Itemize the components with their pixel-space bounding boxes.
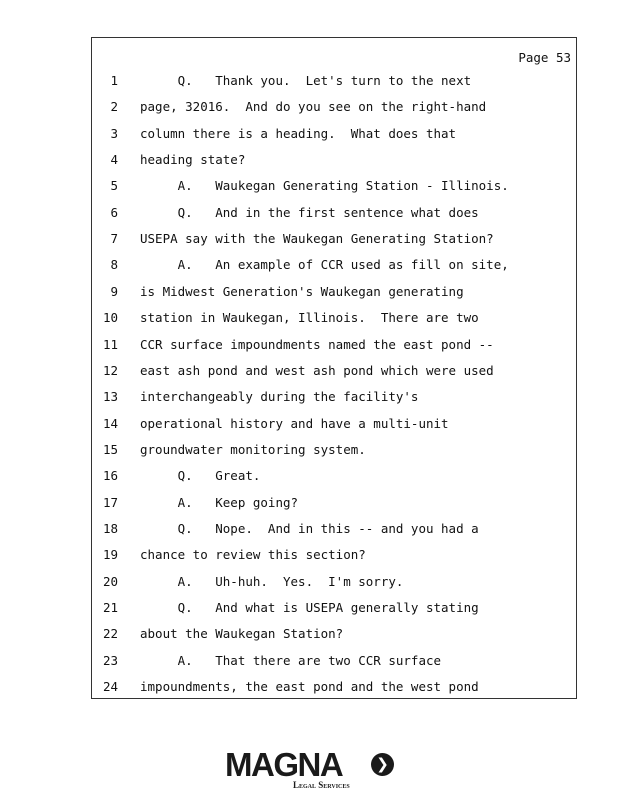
line-number: 1 (110, 73, 118, 88)
transcript-line (92, 97, 576, 117)
transcript-line (92, 598, 576, 618)
line-number: 8 (110, 257, 118, 273)
transcript-line (92, 440, 576, 460)
line-number: 19 (102, 547, 118, 563)
magna-logo (225, 747, 400, 793)
line-text: A. Uh-huh. Yes. I'm sorry. (140, 573, 404, 589)
line-text: station in Waukegan, Illinois. There are two (140, 310, 479, 326)
transcript-line (92, 229, 576, 249)
line-number: 6 (110, 204, 118, 220)
line-text: is Midwest Generation's Waukegan generating (140, 283, 464, 299)
line-number: 4 (110, 152, 118, 168)
transcript-page (91, 37, 577, 699)
line-number: 15 (102, 441, 118, 457)
line-text: impoundments, the east pond and the west pond (140, 679, 479, 695)
transcript-line (92, 176, 576, 196)
line-number: 3 (110, 125, 118, 141)
line-number: 23 (102, 652, 118, 668)
transcript-line (92, 414, 576, 434)
line-text: Q. Thank you. Let's turn to the next (140, 73, 472, 88)
line-text: Q. Nope. And in this -- and you had a (140, 520, 479, 536)
line-text: heading state? (140, 152, 246, 168)
line-number: 16 (102, 468, 118, 484)
line-number: 12 (102, 362, 118, 378)
chevron-right-icon: ❯ (371, 753, 394, 776)
line-text: page, 32016. And do you see on the right-hand (140, 99, 487, 115)
line-number: 10 (102, 310, 118, 326)
line-text: USEPA say with the Waukegan Generating Station? (140, 231, 494, 247)
transcript-line (92, 282, 576, 302)
transcript-line (92, 651, 576, 671)
line-number: 24 (102, 679, 118, 695)
transcript-line (92, 255, 576, 275)
transcript-line (92, 572, 576, 592)
line-text: column there is a heading. What does that (140, 125, 457, 141)
transcript-line (92, 203, 576, 223)
transcript-line (92, 624, 576, 644)
line-number: 9 (110, 283, 118, 299)
transcript-line (92, 519, 576, 539)
logo-subtitle: Legal Services (293, 780, 350, 790)
line-text: A. That there are two CCR surface (140, 652, 442, 668)
line-text: interchangeably during the facility's (140, 389, 419, 405)
line-number: 5 (110, 178, 118, 194)
line-number: 7 (110, 231, 118, 247)
transcript-line (92, 387, 576, 407)
page-number-label: Page 53 (518, 50, 571, 65)
line-number: 21 (102, 600, 118, 615)
line-text: Q. Great. (140, 468, 261, 484)
line-text: A. An example of CCR used as fill on site, (140, 257, 509, 273)
line-text: east ash pond and west ash pond which were used (140, 362, 494, 378)
transcript-line (92, 677, 576, 697)
line-number: 14 (102, 415, 118, 431)
transcript-line (92, 71, 576, 91)
line-number: 17 (102, 494, 118, 510)
line-number: 22 (102, 626, 118, 642)
line-text: A. Waukegan Generating Station - Illinois. (140, 178, 509, 194)
line-text: about the Waukegan Station? (140, 626, 344, 642)
line-text: groundwater monitoring system. (140, 441, 366, 457)
transcript-line (92, 493, 576, 513)
line-text: CCR surface impoundments named the east pond -- (140, 336, 494, 352)
transcript-line (92, 466, 576, 486)
transcript-line (92, 545, 576, 565)
line-text: Q. And in the first sentence what does (140, 204, 479, 220)
line-number: 20 (102, 573, 118, 589)
line-number: 18 (102, 520, 118, 536)
line-text: A. Keep going? (140, 494, 299, 510)
line-number: 2 (110, 99, 118, 115)
transcript-line (92, 308, 576, 328)
transcript-line (92, 335, 576, 355)
line-number: 13 (102, 389, 118, 405)
transcript-line (92, 150, 576, 170)
line-number: 11 (102, 336, 118, 352)
logo-wordmark: MAGNA (225, 746, 343, 783)
line-text: Q. And what is USEPA generally stating (140, 600, 479, 615)
line-text: operational history and have a multi-unit (140, 415, 449, 431)
transcript-line (92, 124, 576, 144)
transcript-line (92, 361, 576, 381)
line-text: chance to review this section? (140, 547, 366, 563)
